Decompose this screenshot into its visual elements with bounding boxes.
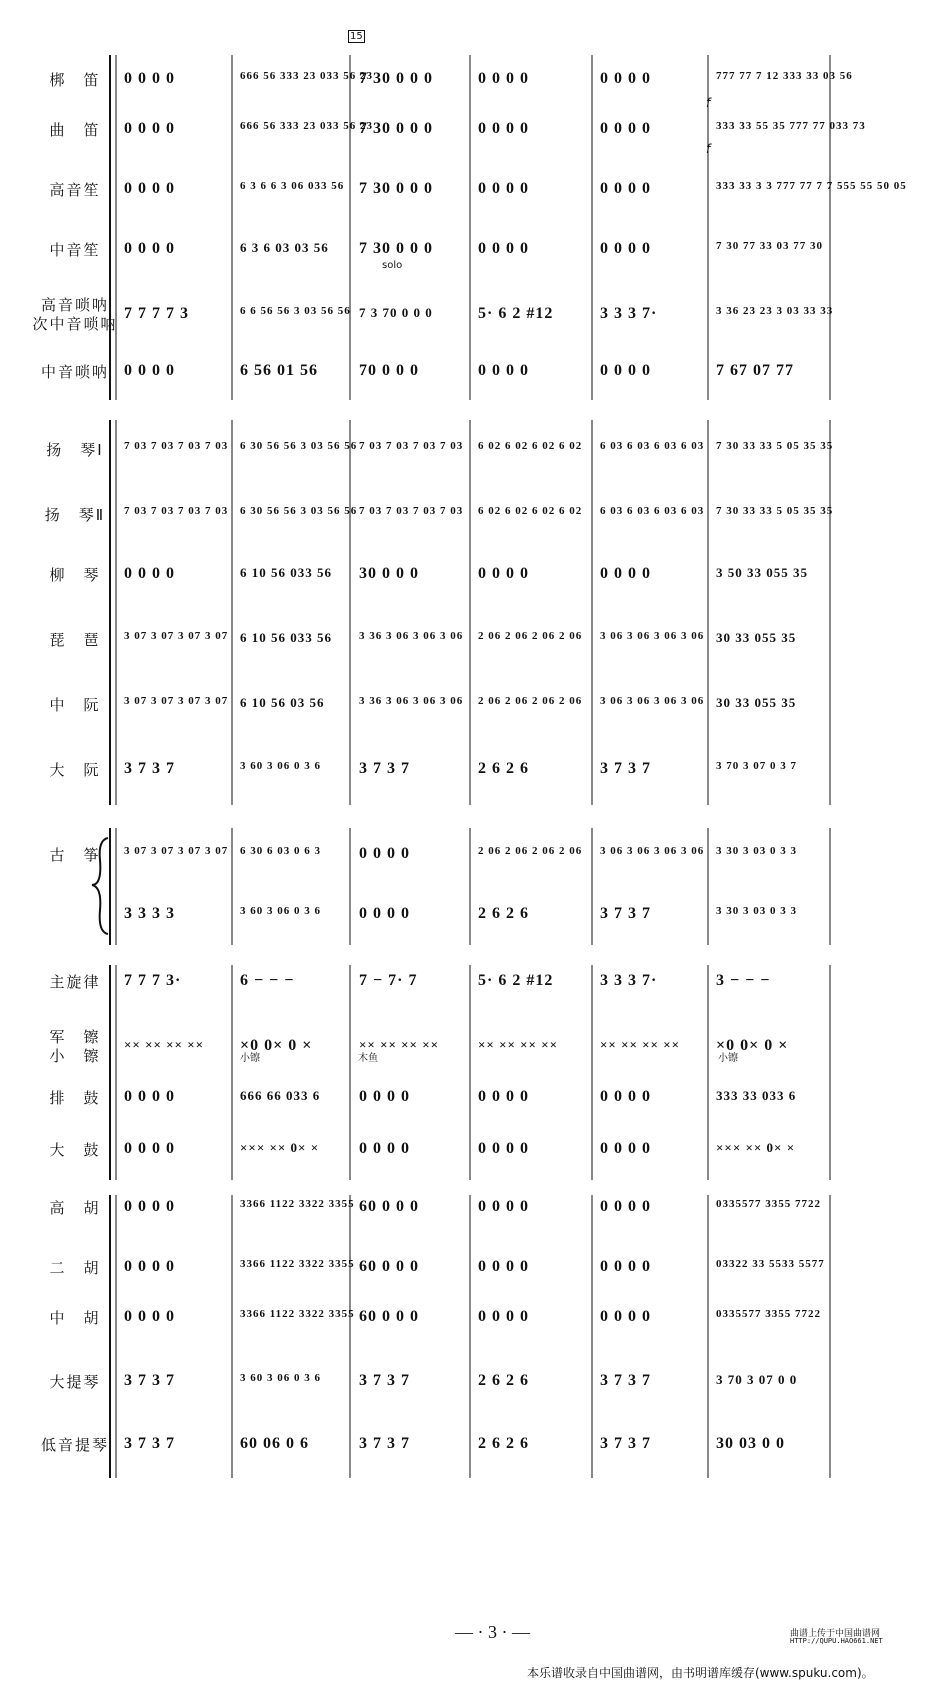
measure-cell: 0 0 0 0: [478, 240, 529, 257]
measure-cell: 0 0 0 0: [124, 1308, 175, 1325]
instrument-label: 中 阮: [49, 696, 101, 714]
measure-cell: 3 7 3 7: [124, 760, 175, 777]
measure-cell: ×0 0× 0 ×: [240, 1037, 313, 1054]
measure-cell: 0 0 0 0: [359, 1088, 410, 1105]
measure-cell: 3366 1122 3322 3355: [240, 1308, 355, 1320]
measure-cell: 6 03 6 03 6 03 6 03: [600, 505, 705, 517]
measure-cell: 6 6 56 56 3 03 56 56: [240, 305, 351, 317]
measure-cell: 6 03 6 03 6 03 6 03: [600, 440, 705, 452]
measure-cell: 3366 1122 3322 3355: [240, 1198, 355, 1210]
instrument-label: 大 鼓: [49, 1141, 101, 1159]
measure-cell: 0 0 0 0: [478, 1088, 529, 1105]
measure-cell: 0 0 0 0: [124, 362, 175, 379]
annotation-xiaocha-1: 小镲: [240, 1053, 260, 1064]
measure-cell: 666 56 333 23 033 56 23: [240, 70, 373, 82]
measure-cell: 333 33 55 35 777 77 033 73: [716, 120, 866, 132]
measure-cell: 3 − − −: [716, 972, 771, 989]
measure-cell: 3 30 3 03 0 3 3: [716, 905, 797, 917]
instrument-label: 低音提琴: [40, 1436, 109, 1454]
measure-cell: 6 02 6 02 6 02 6 02: [478, 505, 583, 517]
measure-cell: 0 0 0 0: [124, 565, 175, 582]
measure-cell: 3 3 3 3: [124, 905, 175, 922]
rehearsal-mark: 15: [350, 31, 363, 42]
measure-cell: 6 30 56 56 3 03 56 56: [240, 505, 358, 517]
measure-cell: 2 6 2 6: [478, 760, 529, 777]
instrument-label: 中 胡: [49, 1309, 101, 1327]
measure-cell: 2 06 2 06 2 06 2 06: [478, 695, 583, 707]
instrument-label: 古 筝: [49, 846, 101, 864]
measure-cell: 6 56 01 56: [240, 362, 318, 379]
measure-cell: 0 0 0 0: [359, 1140, 410, 1157]
instrument-label: 大提琴: [49, 1373, 101, 1391]
measure-cell: 3 06 3 06 3 06 3 06: [600, 845, 705, 857]
measure-cell: 7 30 0 0 0: [359, 70, 433, 87]
measure-cell: 0 0 0 0: [600, 1258, 651, 1275]
measure-cell: 0 0 0 0: [600, 1088, 651, 1105]
measure-cell: 60 0 0 0: [359, 1198, 419, 1215]
measure-cell: 3 60 3 06 0 3 6: [240, 1372, 321, 1384]
measure-cell: 3 36 3 06 3 06 3 06: [359, 630, 464, 642]
dynamic-f-1: f: [706, 96, 711, 110]
footer-source-note: 本乐谱收录自中国曲谱网，由书明谱库缓存(www.spuku.com)。: [527, 1666, 874, 1680]
instrument-label: 高音唢呐 次中音唢呐: [32, 296, 118, 333]
measure-cell: 3 70 3 07 0 3 7: [716, 760, 797, 772]
measure-cell: 0 0 0 0: [478, 120, 529, 137]
instrument-label: 排 鼓: [49, 1089, 101, 1107]
measure-cell: 2 06 2 06 2 06 2 06: [478, 630, 583, 642]
measure-cell: 333 33 033 6: [716, 1088, 797, 1103]
measure-cell: 6 30 56 56 3 03 56 56: [240, 440, 358, 452]
measure-cell: 3 60 3 06 0 3 6: [240, 905, 321, 917]
measure-cell: 7 03 7 03 7 03 7 03: [359, 440, 464, 452]
measure-cell: 3 07 3 07 3 07 3 07: [124, 695, 229, 707]
instrument-label: 扬 琴Ⅰ: [46, 441, 104, 459]
measure-cell: 0 0 0 0: [600, 362, 651, 379]
measure-cell: 7 3 70 0 0 0: [359, 305, 433, 320]
measure-cell: 7 30 33 33 5 05 35 35: [716, 440, 834, 452]
measure-cell: 0 0 0 0: [600, 1308, 651, 1325]
measure-cell: 0 0 0 0: [478, 70, 529, 87]
measure-cell: 7 03 7 03 7 03 7 03: [124, 505, 229, 517]
measure-cell: 6 30 6 03 0 6 3: [240, 845, 321, 857]
page-number: — · 3 · —: [455, 1622, 530, 1642]
measure-cell: 03322 33 5533 5577: [716, 1258, 825, 1270]
measure-cell: 2 6 2 6: [478, 905, 529, 922]
measure-cell: 2 06 2 06 2 06 2 06: [478, 845, 583, 857]
measure-cell: 0335577 3355 7722: [716, 1308, 821, 1320]
measure-cell: 7 7 7 7 3: [124, 305, 189, 322]
measure-cell: 0 0 0 0: [124, 240, 175, 257]
dynamic-f-2: f: [706, 142, 711, 156]
measure-cell: 3 7 3 7: [600, 760, 651, 777]
measure-cell: 30 33 055 35: [716, 695, 797, 710]
measure-cell: 3 60 3 06 0 3 6: [240, 760, 321, 772]
measure-cell: 7 30 0 0 0: [359, 120, 433, 137]
instrument-label: 高音笙: [49, 181, 101, 199]
measure-cell: 0 0 0 0: [124, 120, 175, 137]
measure-cell: 5· 6 2 #12: [478, 972, 554, 989]
measure-cell: 6 10 56 03 56: [240, 695, 325, 710]
footer-site-url: HTTP://QUPU.HAO661.NET: [790, 1637, 883, 1645]
measure-cell: ×× ×× ×× ××: [124, 1037, 205, 1052]
measure-cell: 0 0 0 0: [478, 180, 529, 197]
measure-cell: 3 7 3 7: [124, 1372, 175, 1389]
annotation-solo: solo: [382, 260, 403, 271]
measure-cell: 3 3 3 7·: [600, 972, 658, 989]
measure-cell: 3 30 3 03 0 3 3: [716, 845, 797, 857]
measure-cell: 7 03 7 03 7 03 7 03: [124, 440, 229, 452]
measure-cell: 5· 6 2 #12: [478, 305, 554, 322]
measure-cell: 3 07 3 07 3 07 3 07: [124, 845, 229, 857]
measure-cell: 0 0 0 0: [478, 565, 529, 582]
measure-cell: 7 30 0 0 0: [359, 180, 433, 197]
measure-cell: 666 56 333 23 033 56 23: [240, 120, 373, 132]
measure-cell: 60 0 0 0: [359, 1308, 419, 1325]
measure-cell: 3 06 3 06 3 06 3 06: [600, 695, 705, 707]
measure-cell: 0 0 0 0: [600, 180, 651, 197]
measure-cell: 3 3 3 7·: [600, 305, 658, 322]
instrument-label: 中音笙: [49, 241, 101, 259]
measure-cell: 6 02 6 02 6 02 6 02: [478, 440, 583, 452]
measure-cell: 6 10 56 033 56: [240, 565, 332, 580]
measure-cell: 7 30 0 0 0: [359, 240, 433, 257]
measure-cell: 2 6 2 6: [478, 1435, 529, 1452]
measure-cell: 0 0 0 0: [600, 240, 651, 257]
annotation-muyu: 木鱼: [358, 1053, 378, 1064]
measure-cell: ×× ×× ×× ××: [359, 1037, 440, 1052]
measure-cell: ×× ×× ×× ××: [600, 1037, 681, 1052]
instrument-label: 柳 琴: [49, 566, 101, 584]
measure-cell: 60 0 0 0: [359, 1258, 419, 1275]
measure-cell: 0 0 0 0: [359, 845, 410, 862]
measure-cell: 7 30 77 33 03 77 30: [716, 240, 823, 252]
measure-cell: 3 36 3 06 3 06 3 06: [359, 695, 464, 707]
instrument-label: 中音唢呐: [40, 363, 109, 381]
measure-cell: 0 0 0 0: [124, 180, 175, 197]
instrument-label: 二 胡: [49, 1259, 101, 1277]
measure-cell: 70 0 0 0: [359, 362, 419, 379]
measure-cell: 0 0 0 0: [124, 70, 175, 87]
measure-cell: 0 0 0 0: [124, 1140, 175, 1157]
measure-cell: ×0 0× 0 ×: [716, 1037, 789, 1054]
footer-site-label: 曲谱上传于中国曲谱网: [790, 1629, 881, 1639]
measure-cell: 3366 1122 3322 3355: [240, 1258, 355, 1270]
measure-cell: 0 0 0 0: [600, 120, 651, 137]
measure-cell: 3 36 23 23 3 03 33 33: [716, 305, 834, 317]
measure-cell: 0 0 0 0: [600, 1140, 651, 1157]
measure-cell: 3 7 3 7: [359, 760, 410, 777]
measure-cell: 7 03 7 03 7 03 7 03: [359, 505, 464, 517]
measure-cell: ××× ×× 0× ×: [240, 1140, 320, 1155]
measure-cell: 3 06 3 06 3 06 3 06: [600, 630, 705, 642]
measure-cell: 0 0 0 0: [124, 1198, 175, 1215]
measure-cell: 3 7 3 7: [359, 1372, 410, 1389]
measure-cell: 3 50 33 055 35: [716, 565, 808, 580]
measure-cell: 3 07 3 07 3 07 3 07: [124, 630, 229, 642]
measure-cell: 666 66 033 6: [240, 1088, 321, 1103]
measure-cell: 0 0 0 0: [359, 905, 410, 922]
measure-cell: 0 0 0 0: [124, 1088, 175, 1105]
measure-cell: 333 33 3 3 777 77 7 7 555 55 50 05: [716, 180, 907, 192]
measure-cell: 0 0 0 0: [478, 1308, 529, 1325]
measure-cell: 0 0 0 0: [600, 1198, 651, 1215]
measure-cell: 777 77 7 12 333 33 03 56: [716, 70, 853, 82]
measure-cell: 60 06 0 6: [240, 1435, 309, 1452]
measure-cell: 0 0 0 0: [600, 565, 651, 582]
measure-cell: 6 3 6 03 03 56: [240, 240, 329, 255]
instrument-label: 军 镲 小 镲: [49, 1028, 101, 1065]
measure-cell: 3 70 3 07 0 0: [716, 1372, 798, 1387]
measure-cell: 3 7 3 7: [124, 1435, 175, 1452]
instrument-label: 主旋律: [49, 973, 101, 991]
measure-cell: ×× ×× ×× ××: [478, 1037, 559, 1052]
instrument-label: 梆 笛: [49, 71, 101, 89]
annotation-xiaocha-2: 小镲: [718, 1053, 738, 1064]
measure-cell: ××× ×× 0× ×: [716, 1140, 796, 1155]
measure-cell: 7 7 7 3·: [124, 972, 182, 989]
measure-cell: 7 − 7· 7: [359, 972, 418, 989]
measure-cell: 30 0 0 0: [359, 565, 419, 582]
measure-cell: 6 3 6 6 3 06 033 56: [240, 180, 345, 192]
measure-cell: 6 10 56 033 56: [240, 630, 332, 645]
instrument-label: 扬 琴Ⅱ: [44, 506, 106, 524]
measure-cell: 0 0 0 0: [478, 1258, 529, 1275]
measure-cell: 3 7 3 7: [600, 905, 651, 922]
instrument-label: 高 胡: [49, 1199, 101, 1217]
measure-cell: 3 7 3 7: [600, 1372, 651, 1389]
measure-cell: 0 0 0 0: [478, 1198, 529, 1215]
instrument-label: 大 阮: [49, 761, 101, 779]
measure-cell: 6 − − −: [240, 972, 295, 989]
measure-cell: 7 67 07 77: [716, 362, 794, 379]
measure-cell: 0 0 0 0: [478, 1140, 529, 1157]
measure-cell: 30 03 0 0: [716, 1435, 785, 1452]
measure-cell: 0 0 0 0: [124, 1258, 175, 1275]
measure-cell: 0 0 0 0: [600, 70, 651, 87]
instrument-label: 曲 笛: [49, 121, 101, 139]
measure-cell: 3 7 3 7: [600, 1435, 651, 1452]
measure-cell: 0 0 0 0: [478, 362, 529, 379]
measure-cell: 0335577 3355 7722: [716, 1198, 821, 1210]
measure-cell: 7 30 33 33 5 05 35 35: [716, 505, 834, 517]
measure-cell: 3 7 3 7: [359, 1435, 410, 1452]
instrument-label: 琵 琶: [49, 631, 101, 649]
measure-cell: 30 33 055 35: [716, 630, 797, 645]
measure-cell: 2 6 2 6: [478, 1372, 529, 1389]
